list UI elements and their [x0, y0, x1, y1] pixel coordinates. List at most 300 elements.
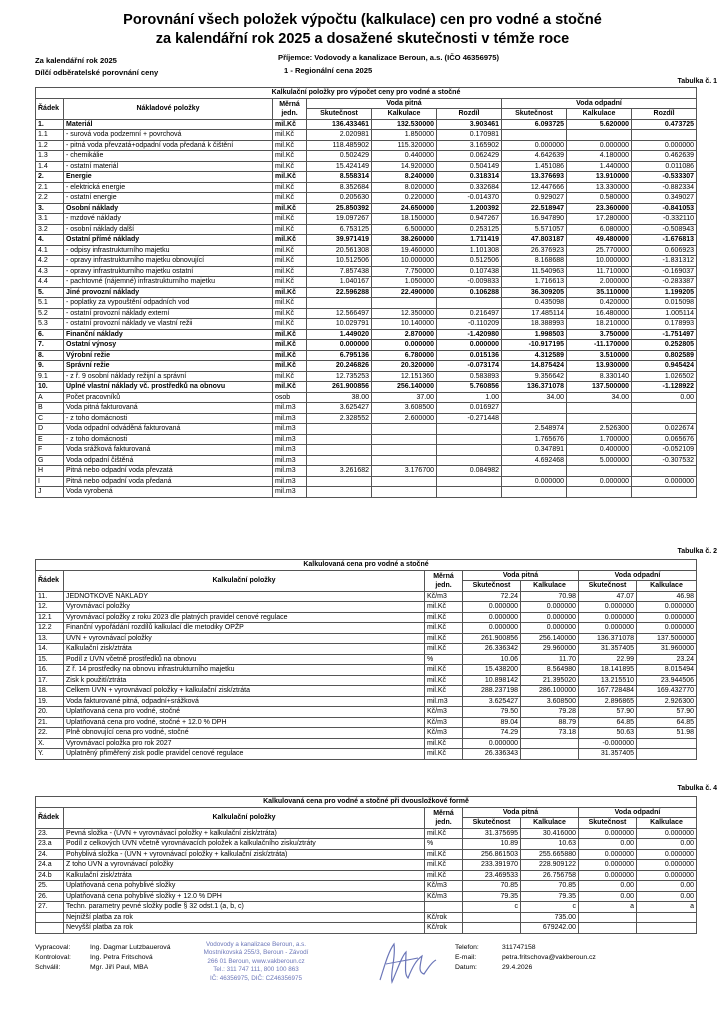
value-cell: 22.596288 — [307, 287, 372, 298]
item-name: Ostatní výnosy — [64, 340, 273, 351]
unit: mil.Kč — [273, 277, 307, 288]
value-cell: 5.000000 — [567, 455, 632, 466]
unit: mil.Kč — [425, 675, 463, 686]
table4-header-item: Kalkulační položky — [64, 807, 425, 828]
table-cost-items — [35, 87, 697, 498]
value-cell: 11.540963 — [502, 266, 567, 277]
unit: mil.Kč — [273, 340, 307, 351]
value-cell — [372, 455, 437, 466]
value-cell — [437, 487, 502, 498]
row-number: 5. — [36, 287, 64, 298]
value-cell: 0.945424 — [632, 361, 697, 372]
value-cell: a — [579, 902, 637, 913]
item-name: Pohyblivá složka - (ÚVN + vyrovnávací položky + kalkulační zisk/ztráta) — [64, 849, 425, 860]
table-row — [36, 361, 697, 372]
value-cell — [632, 466, 697, 477]
value-cell: 0.065676 — [632, 434, 697, 445]
value-cell: 0.000000 — [521, 612, 579, 623]
year-label: Za kalendářní rok 2025 — [35, 56, 117, 65]
item-name: Pitná nebo odpadní voda předaná — [64, 476, 273, 487]
item-name: Celkem ÚVN + vyrovnávací položky + kalkulační zisk/ztráta — [64, 686, 425, 697]
row-number: 4. — [36, 235, 64, 246]
value-cell: -1.128922 — [632, 382, 697, 393]
value-cell: 79.50 — [463, 707, 521, 718]
value-cell: 3.625427 — [463, 696, 521, 707]
value-cell: 0.107438 — [437, 266, 502, 277]
value-cell — [567, 487, 632, 498]
value-cell — [567, 466, 632, 477]
unit: mil.Kč — [425, 602, 463, 613]
value-cell: 261.900856 — [307, 382, 372, 393]
row-number: E — [36, 434, 64, 445]
unit: mil.Kč — [425, 644, 463, 655]
row-number: 14. — [36, 644, 64, 655]
value-cell: 0.000000 — [463, 738, 521, 749]
row-number: 27. — [36, 902, 64, 913]
row-number: 3.1 — [36, 214, 64, 225]
value-cell: 35.110000 — [567, 287, 632, 298]
item-name: Voda srážková fakturovaná — [64, 445, 273, 456]
value-cell: 26.756758 — [521, 870, 579, 881]
value-cell: 0.000000 — [502, 476, 567, 487]
value-cell: 1.00 — [437, 392, 502, 403]
value-cell: 11.710000 — [567, 266, 632, 277]
row-number: 1.2 — [36, 140, 64, 151]
table-row — [36, 445, 697, 456]
item-name: - ostatní provozní náklady ve vlastní režii — [64, 319, 273, 330]
table-row — [36, 860, 697, 871]
value-cell: 0.022674 — [632, 424, 697, 435]
value-cell — [307, 434, 372, 445]
value-cell: 0.253125 — [437, 224, 502, 235]
date-label: Datum: — [455, 964, 477, 971]
table-row — [36, 161, 697, 172]
table1-header-waste: Voda odpadní — [502, 98, 697, 109]
value-cell: -0.533307 — [632, 172, 697, 183]
value-cell: 8.240000 — [372, 172, 437, 183]
item-name: Materiál — [64, 119, 273, 130]
value-cell: 0.400000 — [567, 445, 632, 456]
table-row — [36, 891, 697, 902]
table-row — [36, 235, 697, 246]
item-name: Uplatňovaná cena pohyblivé složky — [64, 881, 425, 892]
value-cell: 8.352684 — [307, 182, 372, 193]
table-row — [36, 707, 697, 718]
value-cell: 10.06 — [463, 654, 521, 665]
item-name: Nejnižší platba za rok — [64, 912, 425, 923]
value-cell: 0.347891 — [502, 445, 567, 456]
value-cell: -1.420980 — [437, 329, 502, 340]
item-name: Jiné provozní náklady — [64, 287, 273, 298]
value-cell: 8.330140 — [567, 371, 632, 382]
value-cell: 5.620000 — [567, 119, 632, 130]
table-row — [36, 828, 697, 839]
value-cell: 2.328552 — [307, 413, 372, 424]
value-cell: 2.020981 — [307, 130, 372, 141]
stamp-line-4: Tel.: 311 747 111, 800 100 863 — [213, 966, 299, 974]
value-cell: 73.18 — [521, 728, 579, 739]
unit: mil.Kč — [273, 172, 307, 183]
value-cell: -1.831312 — [632, 256, 697, 267]
value-cell: 4.180000 — [567, 151, 632, 162]
value-cell: 286.100000 — [521, 686, 579, 697]
value-cell: 70.85 — [521, 881, 579, 892]
table-row — [36, 728, 697, 739]
value-cell: 0.000000 — [637, 612, 697, 623]
value-cell: -0.073174 — [437, 361, 502, 372]
unit: Kč/rok — [425, 923, 463, 934]
table-row — [36, 245, 697, 256]
item-name: - poplatky za vypouštění odpadních vod — [64, 298, 273, 309]
value-cell: 88.79 — [521, 717, 579, 728]
stamp-line-3: 266 01 Beroun, www.vakberoun.cz — [207, 957, 305, 965]
table-two-component-price — [35, 796, 697, 934]
value-cell: 16.480000 — [567, 308, 632, 319]
item-name: Uplatňovaná cena pro vodné, stočné + 12.0 % DPH — [64, 717, 425, 728]
row-number: 26. — [36, 891, 64, 902]
table-row — [36, 119, 697, 130]
item-name: Finanční náklady — [64, 329, 273, 340]
value-cell: 0.435098 — [502, 298, 567, 309]
value-cell: a — [637, 902, 697, 913]
table-row — [36, 487, 697, 498]
row-number: 6. — [36, 329, 64, 340]
value-cell: -11.170000 — [567, 340, 632, 351]
value-cell: 0.000000 — [637, 602, 697, 613]
unit: mil.Kč — [273, 329, 307, 340]
approved-label: Schválil: — [35, 964, 61, 971]
unit: mil.Kč — [273, 298, 307, 309]
item-name: - osobní náklady další — [64, 224, 273, 235]
item-name: - pitná voda převzatá+odpadní voda předaná k čištění — [64, 140, 273, 151]
value-cell: 6.780000 — [372, 350, 437, 361]
table-row — [36, 923, 697, 934]
item-name: JEDNOTKOVÉ NÁKLADY — [64, 591, 425, 602]
value-cell: 0.000000 — [579, 828, 637, 839]
unit: mil.Kč — [425, 860, 463, 871]
value-cell: 1.005114 — [632, 308, 697, 319]
value-cell: 0.00 — [579, 839, 637, 850]
table-row — [36, 654, 697, 665]
value-cell — [567, 403, 632, 414]
value-cell: 10.140000 — [372, 319, 437, 330]
table1-header-actual-waste: Skutečnost — [502, 109, 567, 120]
table-row — [36, 392, 697, 403]
table2-header-calc-waste: Kalkulace — [637, 581, 697, 592]
item-name: - z toho domácnosti — [64, 434, 273, 445]
value-cell: 13.930000 — [567, 361, 632, 372]
item-name: - z ř. 9 osobní náklady režijní a správní — [64, 371, 273, 382]
value-cell: 0.062429 — [437, 151, 502, 162]
value-cell: 0.000000 — [637, 860, 697, 871]
value-cell: 30.416000 — [521, 828, 579, 839]
value-cell: 39.971419 — [307, 235, 372, 246]
value-cell: 3.510000 — [567, 350, 632, 361]
value-cell: 1.711419 — [437, 235, 502, 246]
value-cell: 118.485902 — [307, 140, 372, 151]
value-cell: 31.357405 — [579, 749, 637, 760]
unit: Kč/m3 — [425, 591, 463, 602]
value-cell: 0.349027 — [632, 193, 697, 204]
value-cell: 0.016927 — [437, 403, 502, 414]
unit: mil.m3 — [273, 424, 307, 435]
company-stamp — [196, 941, 316, 983]
value-cell: 14.875424 — [502, 361, 567, 372]
value-cell: 13.910000 — [567, 172, 632, 183]
value-cell: 1.998503 — [502, 329, 567, 340]
value-cell — [437, 434, 502, 445]
row-number: 2. — [36, 172, 64, 183]
value-cell: 0.106288 — [437, 287, 502, 298]
value-cell: 79.35 — [521, 891, 579, 902]
value-cell: 18.150000 — [372, 214, 437, 225]
value-cell: 22.99 — [579, 654, 637, 665]
row-number: 1.1 — [36, 130, 64, 141]
item-name: Uplatňovaná cena pohyblivé složky + 12.0 % DPH — [64, 891, 425, 902]
row-number: 24. — [36, 849, 64, 860]
table1-header-actual-water: Skutečnost — [307, 109, 372, 120]
unit: Kč/m3 — [425, 881, 463, 892]
table-row — [36, 329, 697, 340]
value-cell: -0.110209 — [437, 319, 502, 330]
table-row — [36, 749, 697, 760]
value-cell — [463, 912, 521, 923]
unit: % — [425, 839, 463, 850]
value-cell: -0.000000 — [579, 738, 637, 749]
value-cell — [437, 445, 502, 456]
value-cell: 136.371078 — [502, 382, 567, 393]
value-cell: -1.676813 — [632, 235, 697, 246]
unit: mil.Kč — [273, 287, 307, 298]
table-row — [36, 912, 697, 923]
value-cell: 137.500000 — [637, 633, 697, 644]
value-cell: 2.600000 — [372, 413, 437, 424]
value-cell — [502, 130, 567, 141]
value-cell: -0.841053 — [632, 203, 697, 214]
table-row — [36, 413, 697, 424]
value-cell: 0.000000 — [372, 340, 437, 351]
table1-number: Tabulka č. 1 — [677, 78, 717, 85]
value-cell: 0.216497 — [437, 308, 502, 319]
value-cell: 13.376693 — [502, 172, 567, 183]
item-name: Voda odpadní odváděná fakturovaná — [64, 424, 273, 435]
value-cell — [632, 403, 697, 414]
value-cell: 49.480000 — [567, 235, 632, 246]
table4-header-calc-water: Kalkulace — [521, 818, 579, 829]
value-cell: 20.246826 — [307, 361, 372, 372]
table-row — [36, 193, 697, 204]
value-cell: 1.765676 — [502, 434, 567, 445]
item-name: Voda fakturované pitná, odpadní+srážková — [64, 696, 425, 707]
recipient-label: Příjemce: Vodovody a kanalizace Beroun, a.s. (IČO 46356975) — [278, 53, 500, 62]
item-name: Osobní náklady — [64, 203, 273, 214]
table4-number: Tabulka č. 4 — [677, 785, 717, 792]
item-name: - opravy infrastrukturního majetku obnovující — [64, 256, 273, 267]
value-cell: 18.141895 — [579, 665, 637, 676]
row-number: 25. — [36, 881, 64, 892]
row-number: 4.2 — [36, 256, 64, 267]
table-row — [36, 602, 697, 613]
table-row — [36, 140, 697, 151]
value-cell: 79.35 — [463, 891, 521, 902]
unit: osob — [273, 392, 307, 403]
row-number: 5.3 — [36, 319, 64, 330]
row-number: 20. — [36, 707, 64, 718]
phone-value: 311747158 — [502, 944, 536, 951]
value-cell: 1.040167 — [307, 277, 372, 288]
unit: mil.m3 — [273, 413, 307, 424]
value-cell: 10.000000 — [567, 256, 632, 267]
item-name: Techn. parametry pevné složky podle § 32 odst.1 (a, b, c) — [64, 902, 425, 913]
value-cell: -0.009833 — [437, 277, 502, 288]
value-cell: 8.015494 — [637, 665, 697, 676]
value-cell: 3.903461 — [437, 119, 502, 130]
item-name: - ostatní provozní náklady externí — [64, 308, 273, 319]
value-cell: 0.00 — [637, 839, 697, 850]
table1-header-diff-water: Rozdíl — [437, 109, 502, 120]
value-cell: 169.432770 — [637, 686, 697, 697]
table-row — [36, 696, 697, 707]
value-cell: 1.700000 — [567, 434, 632, 445]
value-cell: 2.870000 — [372, 329, 437, 340]
value-cell: 31.960000 — [637, 644, 697, 655]
value-cell: 0.000000 — [463, 602, 521, 613]
unit: mil.Kč — [273, 203, 307, 214]
value-cell: 0.000000 — [502, 140, 567, 151]
item-name: Uplatněný přiměřený zisk podle pravidel cenové regulace — [64, 749, 425, 760]
value-cell — [502, 403, 567, 414]
value-cell: -0.052109 — [632, 445, 697, 456]
table-row — [36, 403, 697, 414]
unit: mil.Kč — [273, 371, 307, 382]
value-cell: 14.920000 — [372, 161, 437, 172]
value-cell: 38.00 — [307, 392, 372, 403]
value-cell: 15.438200 — [463, 665, 521, 676]
unit: mil.m3 — [273, 403, 307, 414]
item-name: Uplatňovaná cena pro vodné, stočné — [64, 707, 425, 718]
value-cell: 31.375695 — [463, 828, 521, 839]
value-cell: 21.395020 — [521, 675, 579, 686]
table1-header-diff-waste: Rozdíl — [632, 109, 697, 120]
value-cell: 2.926300 — [637, 696, 697, 707]
value-cell: 0.000000 — [632, 140, 697, 151]
row-number: 18. — [36, 686, 64, 697]
value-cell: 12.735253 — [307, 371, 372, 382]
value-cell: 20.561308 — [307, 245, 372, 256]
item-name: Kalkulační zisk/ztráta — [64, 870, 425, 881]
value-cell — [372, 445, 437, 456]
value-cell: 1.026502 — [632, 371, 697, 382]
unit: % — [425, 654, 463, 665]
table-row — [36, 881, 697, 892]
value-cell: 233.391970 — [463, 860, 521, 871]
row-number: B — [36, 403, 64, 414]
value-cell — [307, 455, 372, 466]
item-name: ÚVN + vyrovnávací položky — [64, 633, 425, 644]
row-number: 3.2 — [36, 224, 64, 235]
row-number: Y. — [36, 749, 64, 760]
item-name: Nevyšší platba za rok — [64, 923, 425, 934]
value-cell: 9.356642 — [502, 371, 567, 382]
region-label: Dílčí odběratelské porovnání ceny — [35, 68, 159, 77]
table-row — [36, 870, 697, 881]
unit: mil.Kč — [425, 665, 463, 676]
table1-header-calc-water: Kalkulace — [372, 109, 437, 120]
table-row — [36, 277, 697, 288]
unit: mil.Kč — [273, 119, 307, 130]
value-cell: 0.000000 — [579, 602, 637, 613]
value-cell — [637, 923, 697, 934]
value-cell: 228.909122 — [521, 860, 579, 871]
value-cell: 3.176700 — [372, 466, 437, 477]
value-cell: 79.28 — [521, 707, 579, 718]
value-cell: 0.084982 — [437, 466, 502, 477]
value-cell: 0.00 — [637, 891, 697, 902]
price-region-label: 1 - Regionální cena 2025 — [284, 66, 373, 75]
unit: mil.Kč — [425, 633, 463, 644]
table2-number: Tabulka č. 2 — [677, 548, 717, 555]
value-cell: 0.170981 — [437, 130, 502, 141]
value-cell: c — [521, 902, 579, 913]
item-name: - odpisy infrastrukturního majetku — [64, 245, 273, 256]
table-row — [36, 130, 697, 141]
value-cell: 0.606923 — [632, 245, 697, 256]
table-row — [36, 308, 697, 319]
row-number: I — [36, 476, 64, 487]
value-cell — [307, 424, 372, 435]
row-number: 1.3 — [36, 151, 64, 162]
table-row — [36, 340, 697, 351]
table4-caption: Kalkulovaná cena pro vodné a stočné při dvousložkové formě — [36, 797, 697, 808]
value-cell: 0.000000 — [637, 828, 697, 839]
row-number: 10. — [36, 382, 64, 393]
row-number: 2.1 — [36, 182, 64, 193]
value-cell: -10.917195 — [502, 340, 567, 351]
row-number: 24.b — [36, 870, 64, 881]
stamp-line-1: Vodovody a kanalizace Beroun, a.s. — [205, 941, 307, 948]
value-cell: 256.140000 — [521, 633, 579, 644]
value-cell: 25.770000 — [567, 245, 632, 256]
value-cell: 10.898142 — [463, 675, 521, 686]
value-cell: 8.564980 — [521, 665, 579, 676]
unit: mil.Kč — [273, 182, 307, 193]
value-cell: 18.210000 — [567, 319, 632, 330]
unit: mil.m3 — [273, 434, 307, 445]
table1-header-row: Řádek — [36, 98, 64, 119]
value-cell — [437, 298, 502, 309]
unit: mil.Kč — [273, 245, 307, 256]
table-row — [36, 350, 697, 361]
value-cell: 23.469533 — [463, 870, 521, 881]
row-number: 22. — [36, 728, 64, 739]
table-row — [36, 434, 697, 445]
value-cell: -0.014370 — [437, 193, 502, 204]
unit: mil.m3 — [273, 445, 307, 456]
handwritten-signature — [372, 938, 442, 990]
table2-caption: Kalkulovaná cena pro vodné a stočné — [36, 560, 697, 571]
value-cell: 0.000000 — [579, 860, 637, 871]
table2-header-unit: Měrná jedn. — [425, 570, 463, 591]
unit: mil.Kč — [425, 623, 463, 634]
unit: mil.Kč — [273, 224, 307, 235]
unit: mil.Kč — [273, 235, 307, 246]
value-cell: 0.318314 — [437, 172, 502, 183]
value-cell: 2.000000 — [567, 277, 632, 288]
table-row — [36, 214, 697, 225]
row-number: 1.4 — [36, 161, 64, 172]
row-number: 17. — [36, 675, 64, 686]
value-cell: 6.795136 — [307, 350, 372, 361]
